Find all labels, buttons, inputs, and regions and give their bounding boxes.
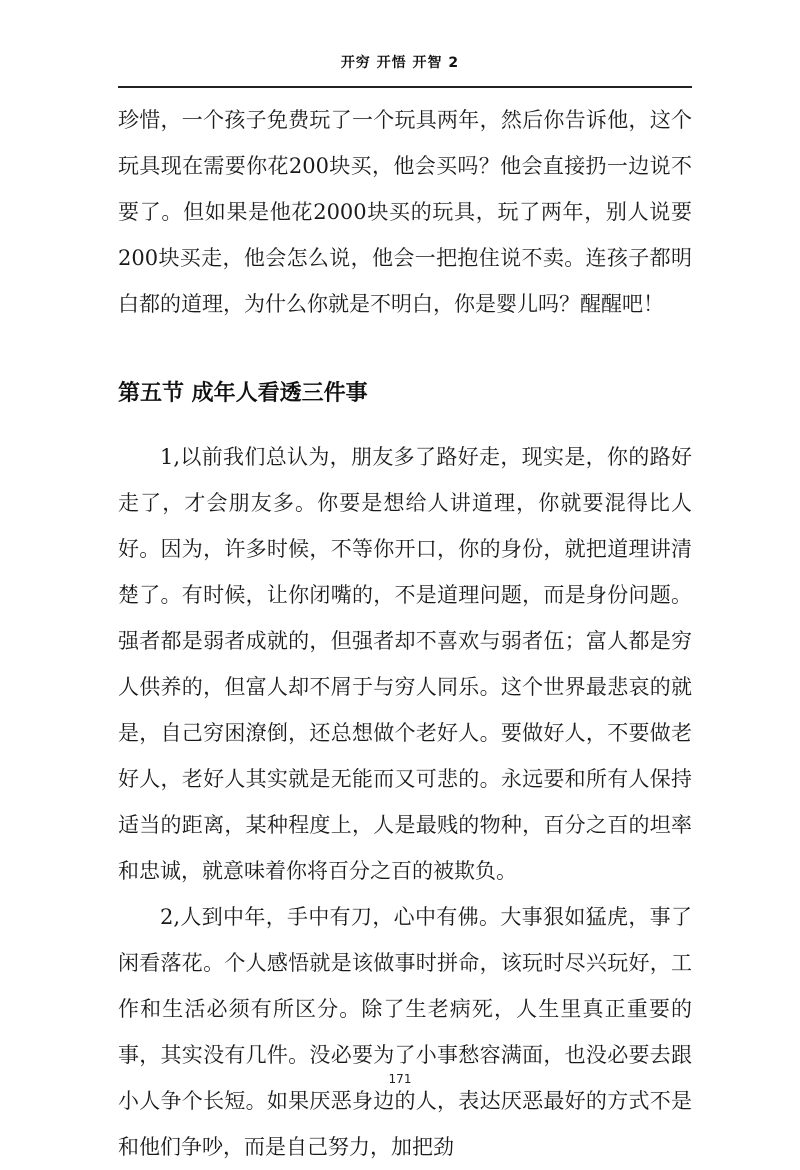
paragraph: 2,人到中年，手中有刀，心中有佛。大事狠如猛虎，事了闲看落花。个人感悟就是该做事时拼命，该玩时尽兴玩好，工作和生活必须有所区分。除了生老病死，人生里真正重要的事，其实没有几件。没必要为了小事愁容满面，也没必要去跟小人争个长短。如果厌恶身边的人，表达厌恶最好的方式不是和他们争吵，而是自己努力，加把劲 bbox=[118, 905, 692, 1159]
header-rule bbox=[118, 86, 692, 88]
page-number: 171 bbox=[388, 1072, 412, 1086]
paragraph: 珍惜，一个孩子免费玩了一个玩具两年，然后你告诉他，这个玩具现在需要你花200块买，他会买吗？他会直接扔一边说不要了。但如果是他花2000块买的玩具，玩了两年，别人说要200块买走，他会怎么说，他会一把抱住说不卖。连孩子都明白都的道理，为什么你就是不明白，你是婴儿吗？醒醒吧！ bbox=[118, 108, 692, 316]
section-heading: 第五节 成年人看透三件事 bbox=[118, 381, 368, 406]
section-body bbox=[118, 434, 692, 1170]
running-header: 开穷 开悟 开智 2 bbox=[340, 55, 460, 71]
paragraph: 1,以前我们总认为，朋友多了路好走，现实是，你的路好走了，才会朋友多。你要是想给人讲道理，你就要混得比人好。因为，许多时候，不等你开口，你的身份，就把道理讲清楚了。有时候，让你闭嘴的，不是道理问题，而是身份问题。强者都是弱者成就的，但强者却不喜欢与弱者伍；富人都是穷人供养的，但富人却不屑于与穷人同乐。这个世界最悲哀的就是，自己穷困潦倒，还总想做个老好人。要做好人，不要做老好人，老好人其实就是无能而又可悲的。永远要和所有人保持适当的距离，某种程度上，人是最贱的物种，百分之百的坦率和忠诚，就意味着你将百分之百的被欺负。 bbox=[118, 445, 692, 883]
body-text-top bbox=[118, 97, 692, 327]
